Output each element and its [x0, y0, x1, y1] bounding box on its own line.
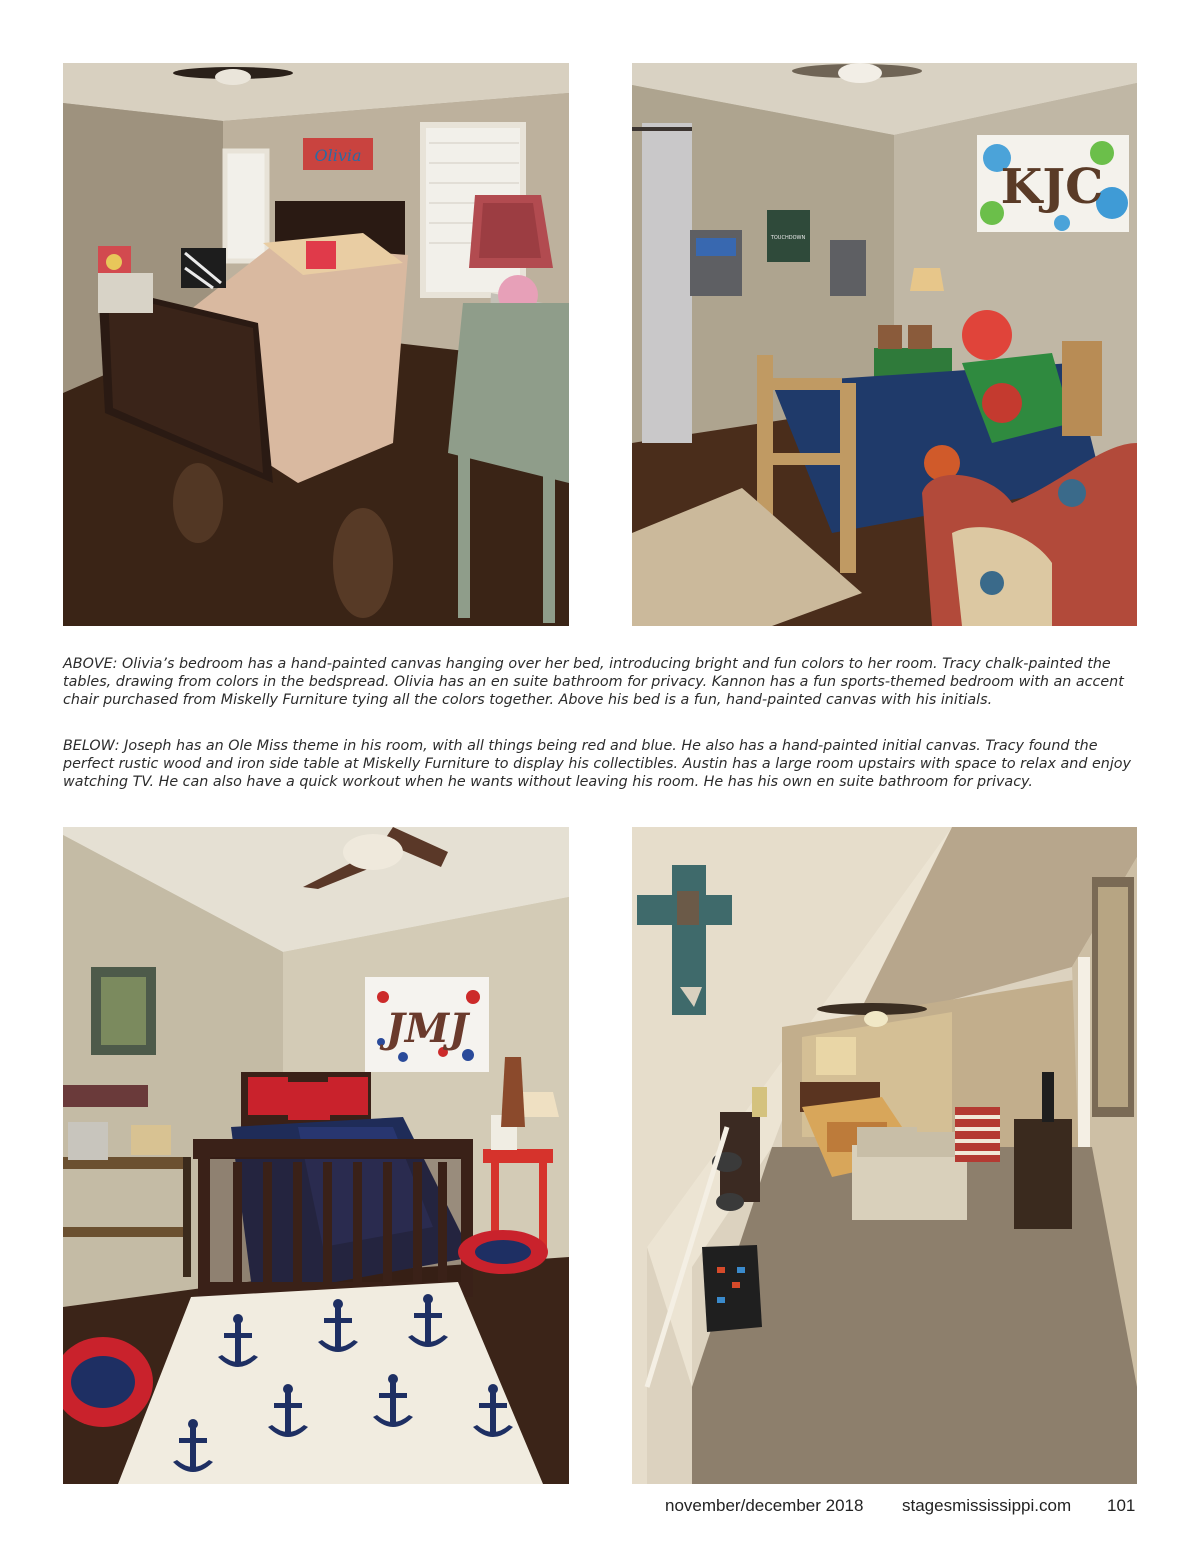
- footer-issue-date: november/december 2018: [665, 1496, 864, 1515]
- photo-kannon-bedroom: [632, 63, 1137, 626]
- footer-page-number: 101: [1107, 1496, 1136, 1515]
- footer-website: stagesmississippi.com: [902, 1496, 1072, 1515]
- caption-below: BELOW: Joseph has an Ole Miss theme in his room, with all things being red and blue. He also has a hand-painted initial canvas. Tracy found the perfect rustic wood and iron side table at Miskelly Furniture to display his collectibles. Austin has a large room upstairs with space to relax and enjoy watching TV. He can also have a quick workout when he wants without leaving his room. He has his own en suite bathroom for privacy.: [63, 738, 1132, 791]
- austin-room-illustration: [632, 827, 1137, 1484]
- olivia-bedroom-illustration: [63, 63, 569, 626]
- caption-above: ABOVE: Olivia’s bedroom has a hand-painted canvas hanging over her bed, introducing bright and fun colors to her room. Tracy chalk-painted the tables, drawing from colors in the bedspread. Olivia has an en suite bathroom for privacy. Kannon has a fun sports-themed bedroom with an accent chair purchased from Miskelly Furniture tying all the colors together. Above his bed is a fun, hand-painted canvas with his initials.: [63, 656, 1124, 709]
- photo-olivia-bedroom: [63, 63, 569, 626]
- olivia-sign-text: Olivia: [314, 146, 362, 165]
- joseph-bedroom-illustration: [63, 827, 569, 1484]
- kannon-bedroom-illustration: [632, 63, 1137, 626]
- photo-austin-room: [632, 827, 1137, 1484]
- touchdown-sign-text: TOUCHDOWN: [770, 235, 806, 241]
- photo-joseph-bedroom: [63, 827, 569, 1484]
- kjc-sign-text: KJC: [1000, 159, 1104, 215]
- jmj-sign-text: JMJ: [385, 1005, 469, 1052]
